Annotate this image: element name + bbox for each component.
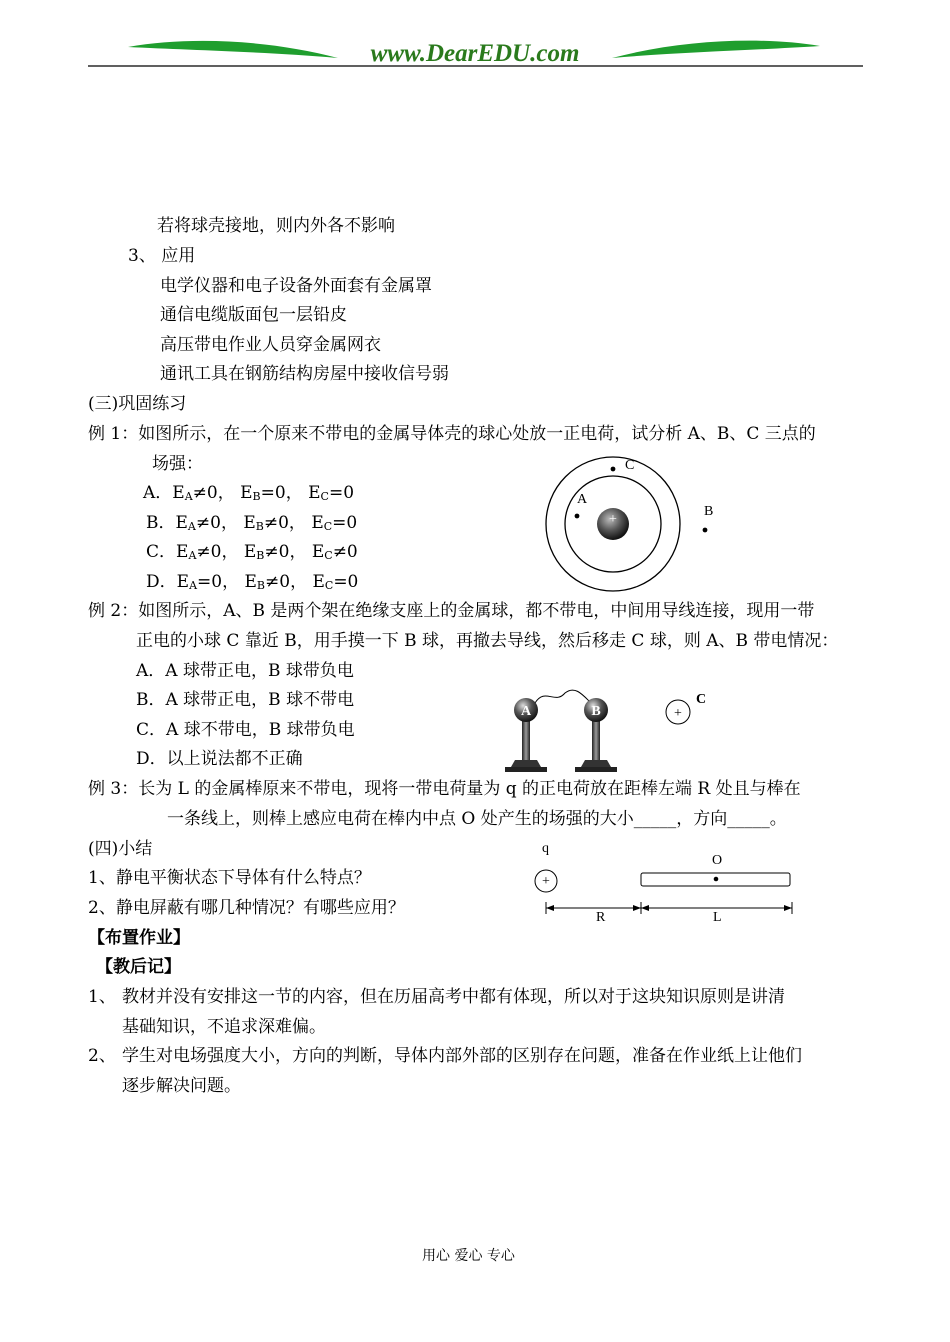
point-a-label: A [577,492,588,507]
rod-midpoint-o-label: O [712,853,723,868]
charge-q-plus: + [542,874,550,889]
ex2-option-a: A．A 球带正电，B 球带负电 [136,661,354,681]
ex2-option-b: B．A 球带正电，B 球不带电 [136,690,355,710]
figure-charge-and-rod [530,838,800,928]
point-c-label: C [625,458,635,473]
line-shell-grounded: 若将球壳接地，则内外各不影响 [157,216,395,236]
sphere-a-stand [505,720,547,772]
figure-spherical-shell [540,452,740,602]
left-leaf-decoration [128,41,338,58]
application-3: 高压带电作业人员穿金属网衣 [160,335,381,355]
right-leaf-decoration [612,41,820,58]
homework-heading: 【布置作业】 [88,928,190,948]
example-2-line-1: 例 2：如图所示，A、B 是两个架在绝缘支座上的金属球，都不带电，中间用导线连接，现用一带 [88,601,815,621]
summary-question-2: 2、静电屏蔽有哪几种情况？有哪些应用？ [88,898,405,918]
distance-r-label: R [596,910,606,925]
ex2-option-c: C．A 球不带电，B 球带负电 [136,720,355,740]
sphere-a-label: A [520,704,532,719]
ex1-option-b: B．EA≠0， EB≠0， EC=0 [146,513,358,533]
point-b-dot [703,528,708,533]
central-charge-plus: + [609,512,617,527]
reflection-2-number: 2、 [88,1046,116,1066]
ex1-option-c: C．EA≠0， EB≠0， EC≠0 [146,542,358,562]
summary-question-1: 1、静电平衡状态下导体有什么特点？ [88,868,371,888]
ex2-option-d: D．以上说法都不正确 [136,749,303,769]
section-3-title: 3、 应用 [128,246,196,266]
summary-title: (四)小结 [88,839,153,859]
ex1-option-a: A．EA≠0， EB=0， EC=0 [143,483,355,503]
reflection-2-line-1: 学生对电场强度大小，方向的判断，导体内部外部的区别存在问题，准备在作业纸上让他们 [122,1046,802,1066]
example-1-line-2: 场强： [152,454,203,474]
connecting-wire [535,690,591,703]
point-c-dot [611,467,616,472]
figure-two-spheres [495,685,725,775]
reflection-heading: 【教后记】 [96,957,181,977]
example-3-line-1: 例 3：长为 L 的金属棒原来不带电，现将一带电荷量为 q 的正电荷放在距棒左端 R 处且与棒在 [88,779,801,799]
point-b-label: B [704,504,714,519]
practice-title: (三)巩固练习 [88,394,187,414]
example-1-line-1: 例 1：如图所示，在一个原来不带电的金属导体壳的球心处放一正电荷，试分析 A、B、C 三点的 [88,424,816,444]
header-banner [0,0,950,80]
sphere-b-stand [575,720,617,772]
reflection-2-line-2: 逐步解决问题。 [122,1076,241,1096]
charge-q-label: q [542,841,549,856]
reflection-1-number: 1、 [88,987,116,1007]
application-4: 通讯工具在钢筋结构房屋中接收信号弱 [160,364,449,384]
length-l-label: L [713,910,722,925]
reflection-1-line-2: 基础知识，不追求深难偏。 [122,1017,326,1037]
ball-c-label: C [696,692,707,707]
point-a-dot [575,514,580,519]
page-footer: 用心 爱心 专心 [422,1248,515,1264]
rod-midpoint-o [714,877,719,882]
ex1-option-d: D．EA=0， EB≠0， EC=0 [146,572,359,592]
example-2-line-2: 正电的小球 C 靠近 B，用手摸一下 B 球，再撤去导线，然后移走 C 球，则 A、B 带电情况： [136,631,839,651]
example-3-line-2: 一条线上，则棒上感应电荷在棒内中点 O 处产生的场强的大小_____，方向_____。 [167,809,787,829]
ball-c-plus: + [674,706,682,721]
site-logo: www.DearEDU.com [370,40,580,67]
application-1: 电学仪器和电子设备外面套有金属罩 [160,276,432,296]
reflection-1-line-1: 教材并没有安排这一节的内容，但在历届高考中都有体现，所以对于这块知识原则是讲清 [122,987,785,1007]
sphere-b-label: B [591,704,601,719]
application-2: 通信电缆版面包一层铅皮 [160,305,347,325]
